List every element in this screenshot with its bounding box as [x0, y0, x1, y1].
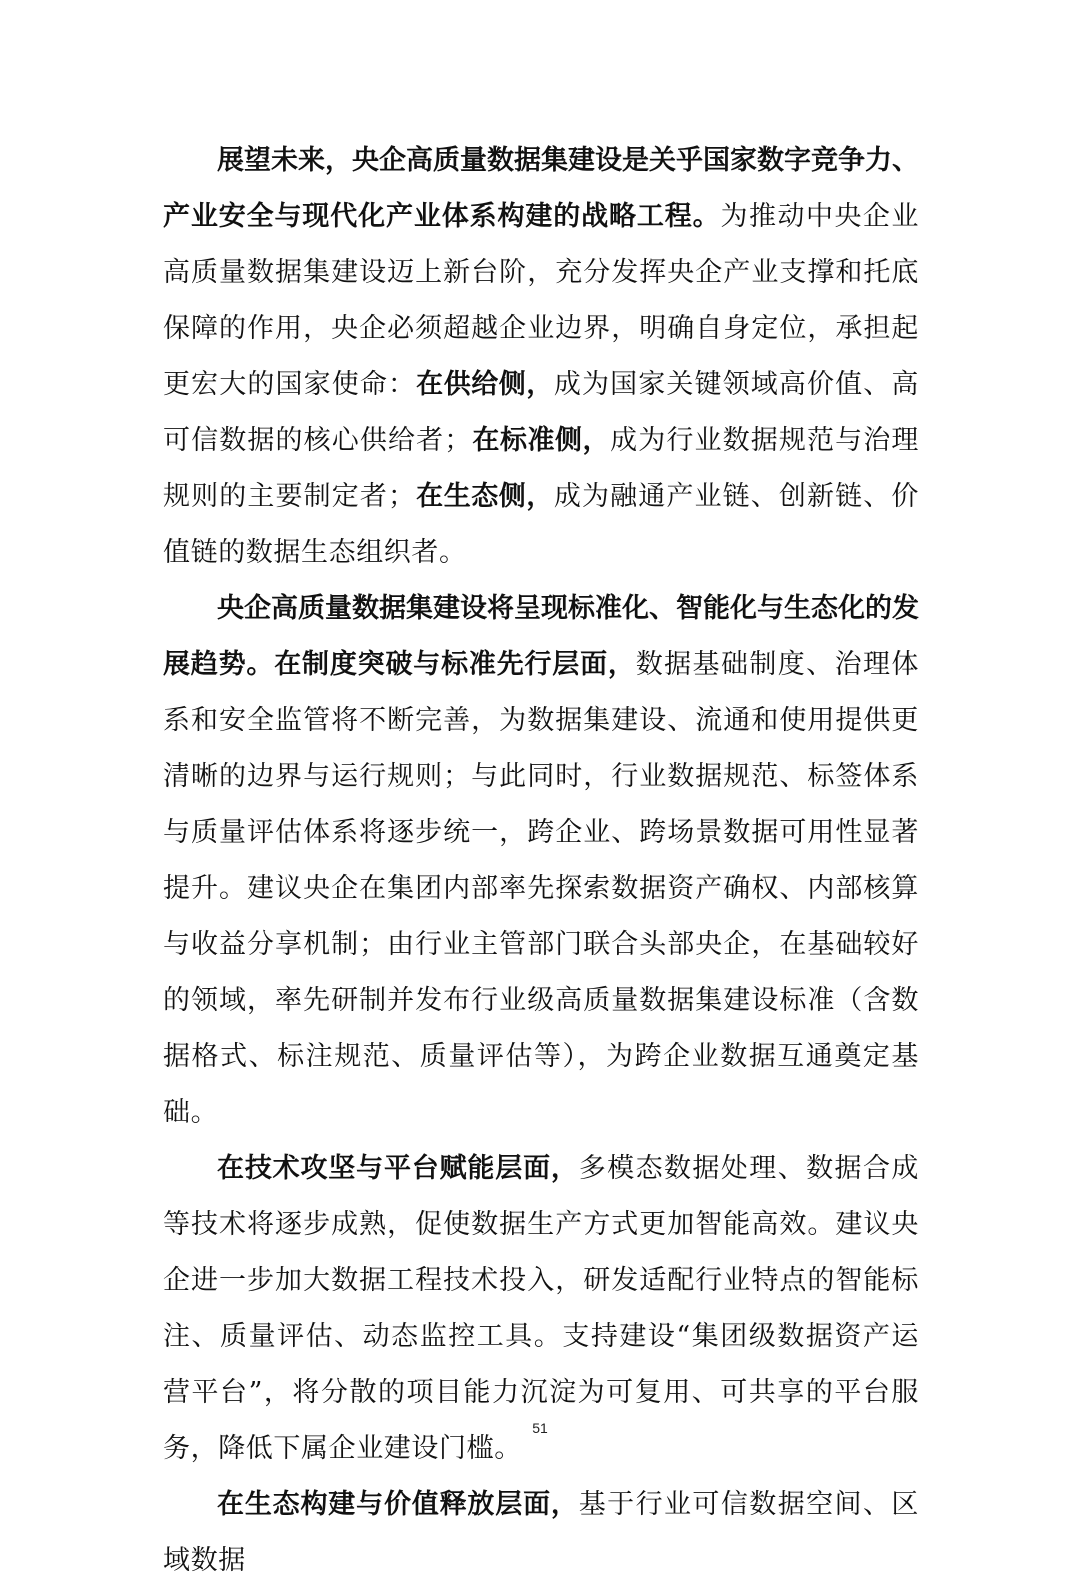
- text-run: 在标准侧，: [471, 425, 611, 456]
- text-run: 成为国家关键领域高价值、高可信数据的核心供给者；: [163, 369, 919, 456]
- text-run: 展望未来，央企高质量数据集建设是关乎国家数字竞争力、产业安全与现代化产业体系构建的战略工程。: [163, 145, 919, 232]
- page-number: 51: [532, 1420, 548, 1436]
- text-run: 多模态数据处理、数据合成等技术将逐步成熟，促使数据生产方式更加智能高效。建议央企进一步加大数据工程技术投入，研发适配行业特点的智能标注、质量评估、动态监控工具。支持建设“集团级数据资产运营平台”，将分散的项目能力沉淀为可复用、可共享的平台服务，降低下属企业建设门槛。: [163, 1153, 920, 1464]
- paragraph-ecosystem: [163, 1477, 919, 1589]
- text-run: 在生态构建与价值释放层面，: [217, 1489, 579, 1520]
- page-body: [163, 133, 919, 1589]
- paragraph-trends: [163, 581, 919, 1141]
- text-run: 央企高质量数据集建设将呈现标准化、智能化与生态化的发展趋势。在制度突破与标准先行层面，: [163, 593, 919, 680]
- text-run: 为推动中央企业高质量数据集建设迈上新台阶，充分发挥央企产业支撑和托底保障的作用，央企必须超越企业边界，明确自身定位，承担起更宏大的国家使命：: [163, 201, 920, 400]
- text-run: 在技术攻坚与平台赋能层面，: [217, 1153, 579, 1184]
- paragraph-outlook: [163, 133, 919, 581]
- text-run: 在供给侧，: [416, 369, 554, 400]
- text-run: 在生态侧，: [415, 481, 554, 512]
- text-run: 成为行业数据规范与治理规则的主要制定者；: [163, 425, 919, 512]
- text-run: 成为融通产业链、创新链、价值链的数据生态组织者。: [163, 481, 919, 568]
- text-run: 基于行业可信数据空间、区域数据: [163, 1489, 920, 1576]
- text-run: 数据基础制度、治理体系和安全监管将不断完善，为数据集建设、流通和使用提供更清晰的边界与运行规则；与此同时，行业数据规范、标签体系与质量评估体系将逐步统一，跨企业、跨场景数据可用性显著提升。建议央企在集团内部率先探索数据资产确权、内部核算与收益分享机制；由行业主管部门联合头部央企，在基础较好的领域，率先研制并发布行业级高质量数据集建设标准（含数据格式、标注规范、质量评估等），为跨企业数据互通奠定基础。: [163, 649, 920, 1128]
